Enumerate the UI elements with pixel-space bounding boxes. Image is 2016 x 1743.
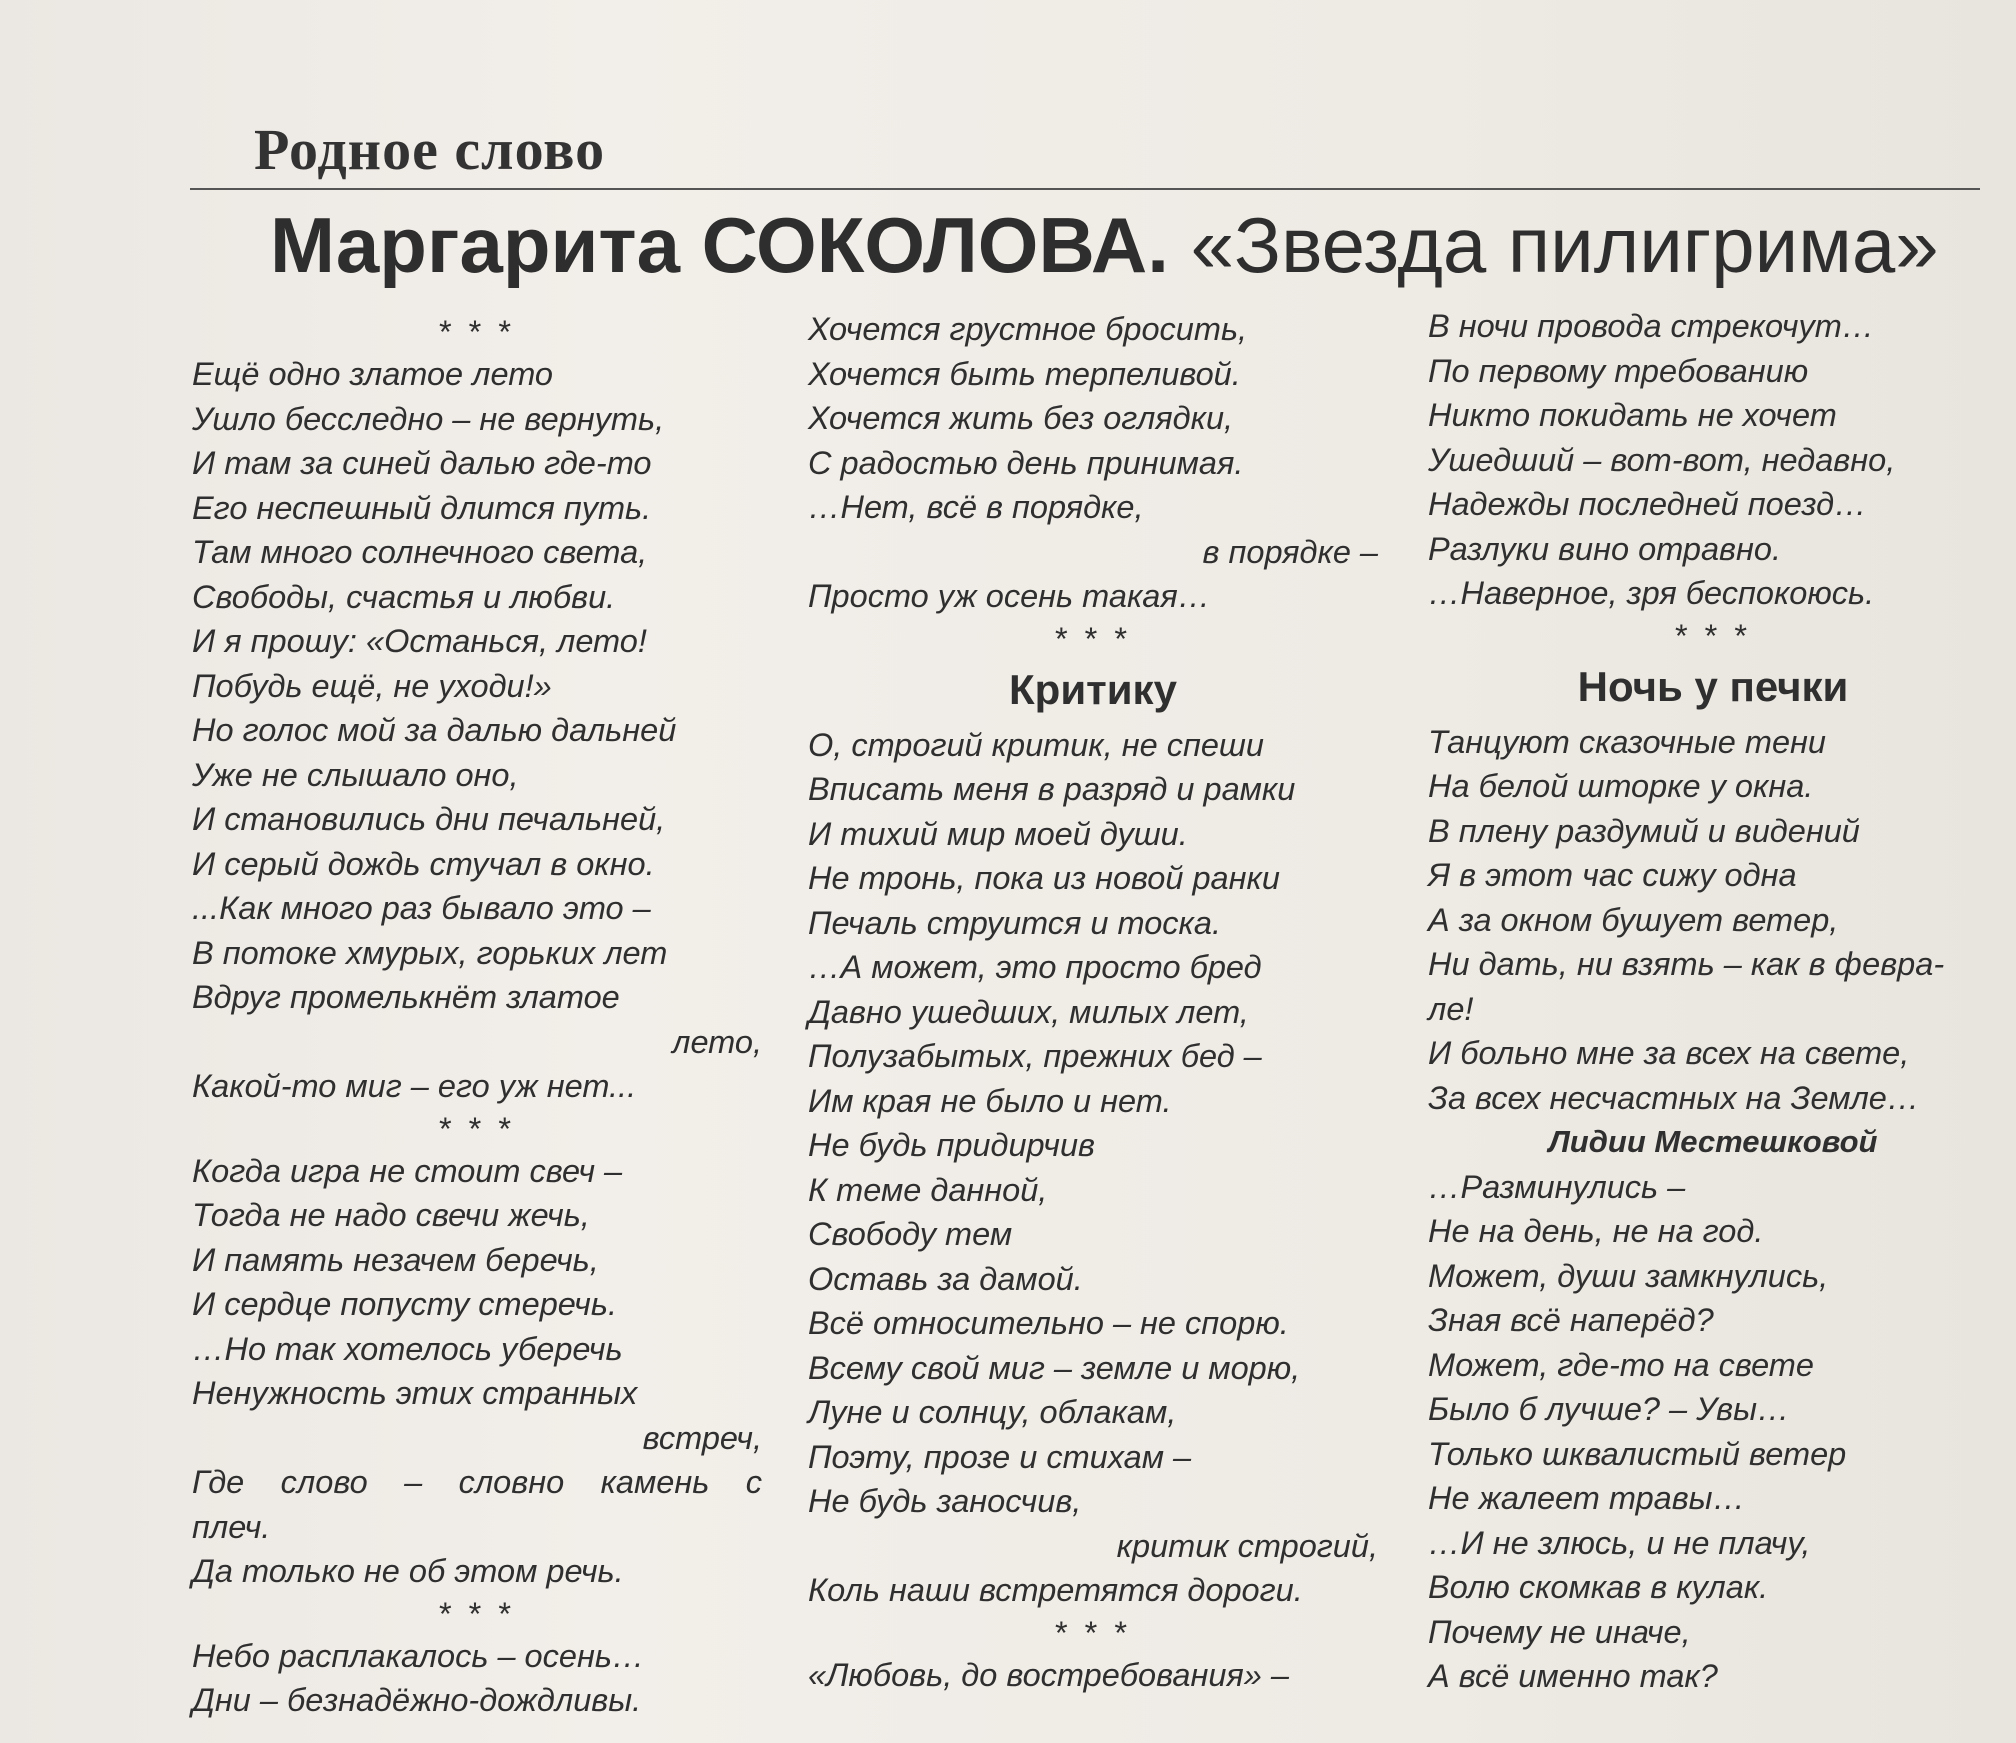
poem-line: Не тронь, пока из новой ранки — [808, 860, 1280, 896]
poem-line: Ещё одно златое лето — [192, 356, 553, 392]
poem-line: Поэту, прозе и стихам – — [808, 1438, 1192, 1475]
poem-line: …Но так хотелось уберечь — [192, 1330, 623, 1367]
poem-line: Хочется быть терпеливой. — [808, 355, 1241, 392]
poem-line: Там много солнечного света, — [192, 534, 648, 570]
book-title: «Звезда пилигрима» — [1190, 201, 1939, 289]
poem-line: И тихий мир моей души. — [808, 815, 1188, 852]
poem-line: По первому требованию — [1428, 352, 1809, 389]
poem-line: Дни – безнадёжно-дождливы. — [192, 1682, 642, 1718]
poem-line-continuation: критик строгий, — [1116, 1527, 1378, 1564]
poem-line: И там за синей далью где-то — [192, 445, 652, 481]
poem-line: Почему не иначе, — [1428, 1613, 1691, 1650]
poem-line: Не будь придирчив — [808, 1127, 1096, 1163]
poem-line: Было б лучше? – Увы… — [1428, 1391, 1790, 1427]
poem-line: Свободы, счастья и любви. — [192, 578, 616, 615]
article-headline — [270, 200, 1939, 291]
poem-line-continuation: встреч, — [642, 1419, 762, 1456]
poem-line: Разлуки вино отравно. — [1428, 530, 1782, 567]
poem-line: Хочется грустное бросить, — [808, 311, 1248, 347]
poem-line: К теме данной, — [808, 1171, 1048, 1208]
poem-line: Надежды последней поезд… — [1428, 486, 1867, 522]
poem-column-2 — [808, 307, 1378, 1697]
poem-title: Критику — [1009, 665, 1177, 713]
poem-line: Его неспешный длится путь. — [192, 489, 652, 526]
poem-line: Тогда не надо свечи жечь, — [192, 1197, 590, 1233]
poem-column-1 — [192, 312, 762, 1723]
poem-line: А за окном бушует ветер, — [1428, 901, 1839, 938]
poem-line: …Разминулись – — [1428, 1168, 1686, 1205]
poem-dedication: Лидии Местешковой — [1548, 1124, 1878, 1159]
poem-separator: * * * — [1674, 617, 1751, 654]
poem-line: Никто покидать не хочет — [1428, 397, 1837, 433]
poem-line: Свободу тем — [808, 1216, 1013, 1252]
poem-line: Оставь за дамой. — [808, 1260, 1083, 1297]
poem-line: И я прошу: «Останься, лето! — [192, 623, 647, 659]
poem-line: …И не злюсь, и не плачу, — [1428, 1524, 1811, 1561]
poem-line: Всё относительно – не спорю. — [808, 1305, 1289, 1341]
poem-line: …Наверное, зря беспокоюсь. — [1428, 575, 1875, 611]
poem-line: И память незачем беречь, — [192, 1241, 599, 1278]
poem-line: Я в этот час сижу одна — [1428, 857, 1797, 893]
poem-line: Волю скомкав в кулак. — [1428, 1569, 1769, 1605]
poem-line: Небо расплакалось – осень… — [192, 1637, 645, 1674]
poem-line: В плену раздумий и видений — [1428, 812, 1860, 849]
poem-line: Луне и солнцу, облакам, — [808, 1394, 1177, 1430]
poem-line: Ушло бесследно – не вернуть, — [192, 400, 665, 437]
poem-line: И серый дождь стучал в окно. — [192, 845, 655, 882]
poem-line: Уже не слышало оно, — [192, 756, 519, 793]
poem-line: Вдруг промелькнёт златое — [192, 979, 620, 1015]
poem-line: Зная всё наперёд? — [1428, 1302, 1714, 1338]
poem-line: Просто уж осень такая… — [808, 578, 1211, 614]
poem-line: Не на день, не на год. — [1428, 1213, 1764, 1249]
poem-line-continuation: в порядке – — [1202, 533, 1378, 570]
poem-separator: * * * — [1054, 1614, 1131, 1651]
poem-line: Давно ушедших, милых лет, — [808, 993, 1249, 1030]
poem-separator: * * * — [438, 314, 515, 350]
author-name: Маргарита СОКОЛОВА. — [270, 201, 1169, 289]
poem-line: Всему свой миг – земле и морю, — [808, 1349, 1301, 1386]
poem-line: плеч. — [192, 1508, 271, 1545]
poem-line: О, строгий критик, не спеши — [808, 726, 1264, 763]
poem-line: Какой-то миг – его уж нет... — [192, 1068, 637, 1104]
poem-line: …Нет, всё в порядке, — [808, 489, 1144, 525]
poem-line: Печаль струится и тоска. — [808, 904, 1221, 941]
poem-line: Может, где-то на свете — [1428, 1346, 1814, 1383]
poem-line: Вписать меня в разряд и рамки — [808, 771, 1296, 807]
poem-line: Ненужность этих странных — [192, 1375, 638, 1411]
poem-separator: * * * — [1054, 620, 1131, 657]
poem-line: Но голос мой за далью дальней — [192, 712, 677, 748]
poem-line: Побудь ещё, не уходи!» — [192, 667, 552, 704]
poem-line: На белой шторке у окна. — [1428, 768, 1814, 804]
poem-line: И становились дни печальней, — [192, 801, 666, 837]
poem-line: …А может, это просто бред — [808, 949, 1262, 985]
poem-line: Только шквалистый ветер — [1428, 1435, 1847, 1472]
poem-line: Не жалеет травы… — [1428, 1480, 1746, 1516]
poem-line: Ушедший – вот-вот, недавно, — [1428, 441, 1896, 478]
poem-line: Полузабытых, прежних бед – — [808, 1038, 1262, 1074]
poem-line: Где слово – словно камень с — [192, 1464, 762, 1500]
poem-column-3 — [1428, 304, 1998, 1699]
poem-line: Танцуют сказочные тени — [1428, 723, 1826, 760]
section-rubric: Родное слово — [254, 117, 606, 182]
poem-line: Им края не было и нет. — [808, 1082, 1172, 1119]
poem-line: Да только не об этом речь. — [192, 1553, 624, 1589]
poem-title: Ночь у печки — [1577, 662, 1849, 710]
poem-line: Ни дать, ни взять – как в февра- — [1428, 946, 1945, 982]
poem-line: А всё именно так? — [1428, 1658, 1718, 1694]
poem-line: За всех несчастных на Земле… — [1428, 1079, 1920, 1116]
poem-line: Коль наши встретятся дороги. — [808, 1572, 1303, 1608]
poem-line: С радостью день принимая. — [808, 444, 1244, 481]
poem-line: ле! — [1428, 990, 1474, 1027]
poem-line-continuation: лето, — [672, 1023, 762, 1060]
poem-separator: * * * — [438, 1595, 515, 1632]
poem-line: ...Как много раз бывало это – — [192, 890, 651, 926]
poem-line: И больно мне за всех на свете, — [1428, 1035, 1910, 1071]
poem-line: Не будь заносчив, — [808, 1483, 1082, 1519]
poem-line: В ночи провода стрекочут… — [1428, 308, 1875, 344]
poem-line: «Любовь, до востребования» – — [808, 1656, 1289, 1693]
poem-line: Хочется жить без оглядки, — [808, 400, 1234, 436]
poem-line: И сердце попусту стеречь. — [192, 1286, 617, 1322]
poem-line: Когда игра не стоит свеч – — [192, 1152, 623, 1189]
poem-line: Может, души замкнулись, — [1428, 1257, 1829, 1294]
rubric-divider — [190, 188, 1980, 190]
poem-separator: * * * — [438, 1110, 515, 1147]
poem-line: В потоке хмурых, горьких лет — [192, 934, 668, 971]
